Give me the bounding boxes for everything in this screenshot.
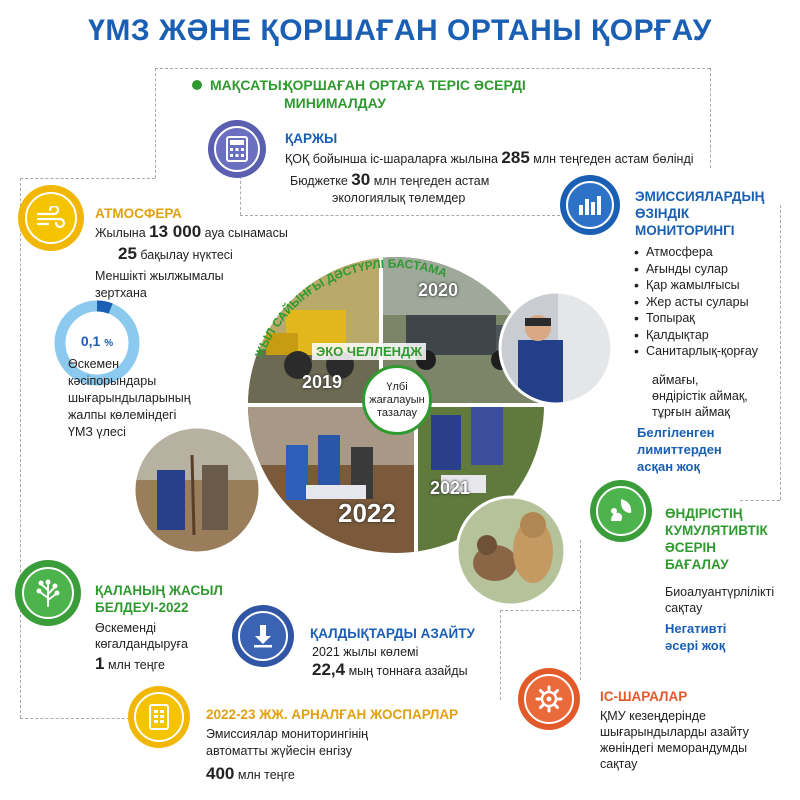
atmosphere-line2-post: бақылау нүктесі — [140, 248, 233, 262]
green-belt-line1: Өскеменді — [95, 621, 157, 635]
atmosphere-line2 — [118, 246, 233, 263]
finance-amount-allocated: 285 — [501, 148, 530, 167]
cumulative-heading-line4: БАҒАЛАУ — [665, 557, 729, 572]
cumulative-heading-line1: ӨНДІРІСТІҢ — [665, 506, 743, 521]
share-line5: ҮМЗ үлесі — [68, 425, 126, 439]
connector-line — [780, 205, 781, 500]
ulbi-badge-line3: тазалау — [377, 406, 417, 419]
monitoring-note-line3: асқан жоқ — [637, 459, 701, 474]
atmosphere-line1-pre: Жылына — [95, 226, 146, 240]
events-line4: сақтау — [600, 757, 638, 771]
gear-icon — [535, 685, 563, 713]
green-belt-line2: көгалдандыруға — [95, 637, 188, 651]
year-label: 2022 — [338, 498, 396, 528]
monitoring-heading-line1: ЭМИССИЯЛАРДЫҢ — [635, 189, 765, 204]
finance-badge — [208, 120, 266, 178]
atmosphere-badge — [18, 185, 84, 251]
download-arrow-icon — [251, 623, 275, 649]
waste-amount-number: 22,4 — [312, 660, 346, 679]
plans-heading: 2022-23 ЖЖ. АРНАЛҒАН ЖОСПАРЛАР — [206, 707, 459, 722]
green-belt-amount-unit: млн теңге — [107, 658, 165, 672]
finance-line2-pre: Бюджетке — [290, 174, 348, 188]
connector-line — [155, 68, 156, 178]
list-item: • Атмосфера — [632, 244, 758, 261]
atmosphere-heading: АТМОСФЕРА — [95, 206, 182, 221]
plans-amount-number: 400 — [206, 764, 235, 783]
green-belt-badge — [15, 560, 81, 626]
arc-text: ЖЫЛ САЙЫНҒЫ ДӘСТҮРЛІ БАСТАМА — [251, 256, 450, 361]
tree-icon — [34, 578, 62, 608]
list-item: • Жер асты сулары — [632, 294, 758, 311]
events-line2: шығарындыларды азайту — [600, 725, 749, 739]
eco-challenge-label: ЭКО ЧЕЛЛЕНДЖ — [312, 343, 426, 360]
finance-line2 — [290, 172, 489, 189]
waste-amount-unit: мың тоннаға азайды — [348, 664, 468, 678]
finance-line1-pre: ҚОҚ бойынша іс-шараларға жылына — [285, 152, 498, 166]
waste-heading: ҚАЛДЫҚТАРДЫ АЗАЙТУ — [310, 626, 475, 641]
events-line1: ҚМУ кезеңдерінде — [600, 709, 706, 723]
events-line3: жөніндегі меморандумды — [600, 741, 748, 755]
waste-badge — [232, 605, 294, 667]
atmosphere-points-count: 25 — [118, 244, 137, 263]
monitoring-item-extra2: өндірістік аймақ, — [652, 389, 748, 403]
monitoring-badge — [560, 175, 620, 235]
year-label: 2020 — [418, 280, 459, 300]
year-label: 2021 — [430, 478, 471, 498]
list-item: • Ағынды сулар — [632, 261, 758, 278]
goal-dot — [192, 80, 202, 90]
connector-line — [20, 178, 155, 179]
list-item: • Қалдықтар — [632, 327, 758, 344]
wildlife-photo — [455, 495, 567, 607]
connector-line — [500, 610, 580, 611]
goal-label: МАҚСАТЫ: — [210, 77, 287, 93]
finance-line1 — [285, 150, 694, 167]
share-value-unit: % — [104, 338, 114, 349]
connector-line — [580, 540, 581, 680]
cumulative-line2: сақтау — [665, 601, 703, 615]
share-value-number: 0,1 — [80, 333, 101, 349]
atmosphere-line3: Меншікті жылжымалы — [95, 269, 224, 283]
ulbi-badge-line2: жағалауын — [369, 393, 425, 406]
share-line4: жалпы көлеміндегі — [68, 408, 177, 422]
connector-line — [155, 68, 710, 69]
goal-text-line2: МИНИМАЛДАУ — [284, 95, 386, 111]
wind-icon — [36, 206, 66, 230]
green-belt-amount — [95, 656, 165, 673]
cumulative-heading-line3: ӘСЕРІН — [665, 540, 717, 555]
connector-line — [20, 178, 21, 718]
plans-amount-unit: млн теңге — [237, 768, 295, 782]
finance-line3: экологиялық төлемдер — [332, 191, 466, 205]
waste-line1: 2021 жылы көлемі — [312, 645, 419, 659]
connector-line — [20, 718, 140, 719]
plans-amount — [206, 766, 295, 783]
green-belt-heading-line2: БЕЛДЕУІ-2022 — [95, 600, 189, 615]
tree-planting-photo — [132, 425, 262, 555]
cumulative-note-line2: әсері жоқ — [665, 638, 726, 653]
green-belt-amount-number: 1 — [95, 654, 105, 673]
share-line3: шығарындыларының — [68, 391, 191, 405]
cumulative-heading-line2: КУМУЛЯТИВТІК — [665, 523, 768, 538]
share-line1: Өскемен — [68, 357, 119, 371]
plans-line1: Эмиссиялар мониторингінің — [206, 727, 369, 741]
ulbi-badge-line1: Үлбі — [386, 380, 408, 393]
connector-line — [240, 215, 560, 216]
atmosphere-line1 — [95, 224, 288, 241]
events-badge — [518, 668, 580, 730]
document-icon — [148, 704, 170, 730]
atmosphere-line4: зертхана — [95, 286, 147, 300]
finance-line1-post: млн теңгеден астам бөлінді — [533, 152, 694, 166]
calculator-icon — [225, 136, 249, 162]
plans-badge — [128, 686, 190, 748]
ulbi-cleanup-badge — [362, 365, 432, 435]
bar-chart-icon — [577, 193, 603, 217]
goal-text-line1: ҚОРШАҒАН ОРТАҒА ТЕРІС ӘСЕРДІ — [284, 77, 526, 93]
list-item: • Санитарлық-қорғау — [632, 343, 758, 360]
connector-line — [740, 500, 780, 501]
waste-amount — [312, 662, 468, 679]
leaf-animal-icon — [607, 497, 635, 525]
finance-heading: ҚАРЖЫ — [285, 131, 338, 146]
cumulative-line1: Биоалуантүрлілікті — [665, 585, 775, 599]
monitoring-heading-line2: ӨЗІНДІК — [635, 206, 690, 221]
monitoring-worker-photo — [498, 290, 614, 406]
share-value — [52, 333, 142, 349]
monitoring-item-extra3: тұрғын аймақ — [652, 405, 730, 419]
monitoring-item-extra1: аймағы, — [652, 373, 699, 387]
monitoring-list — [632, 244, 758, 360]
cumulative-badge — [590, 480, 652, 542]
monitoring-note-line1: Белгіленген — [637, 425, 715, 440]
plans-line2: автоматты жүйесін енгізу — [206, 744, 353, 758]
connector-line — [500, 610, 501, 700]
atmosphere-samples-count: 13 000 — [149, 222, 202, 241]
list-item: • Топырақ — [632, 310, 758, 327]
finance-amount-budget: 30 — [351, 170, 371, 189]
share-line2: кәсіпорындары — [68, 374, 157, 388]
monitoring-heading-line3: МОНИТОРИНГІ — [635, 223, 735, 238]
monitoring-note-line2: лимиттерден — [637, 442, 722, 457]
connector-line — [710, 68, 711, 168]
events-heading: ІС-ШАРАЛАР — [600, 689, 688, 704]
list-item: • Қар жамылғысы — [632, 277, 758, 294]
page-title: ҮМЗ ЖӘНЕ ҚОРШАҒАН ОРТАНЫ ҚОРҒАУ — [88, 14, 712, 47]
green-belt-heading-line1: ҚАЛАНЫҢ ЖАСЫЛ — [95, 583, 223, 598]
finance-line2-post: млн теңгеден астам — [373, 174, 490, 188]
atmosphere-line1-post: ауа сынамасы — [204, 226, 288, 240]
cumulative-note-line1: Негативті — [665, 621, 727, 636]
year-label: 2019 — [302, 372, 343, 392]
